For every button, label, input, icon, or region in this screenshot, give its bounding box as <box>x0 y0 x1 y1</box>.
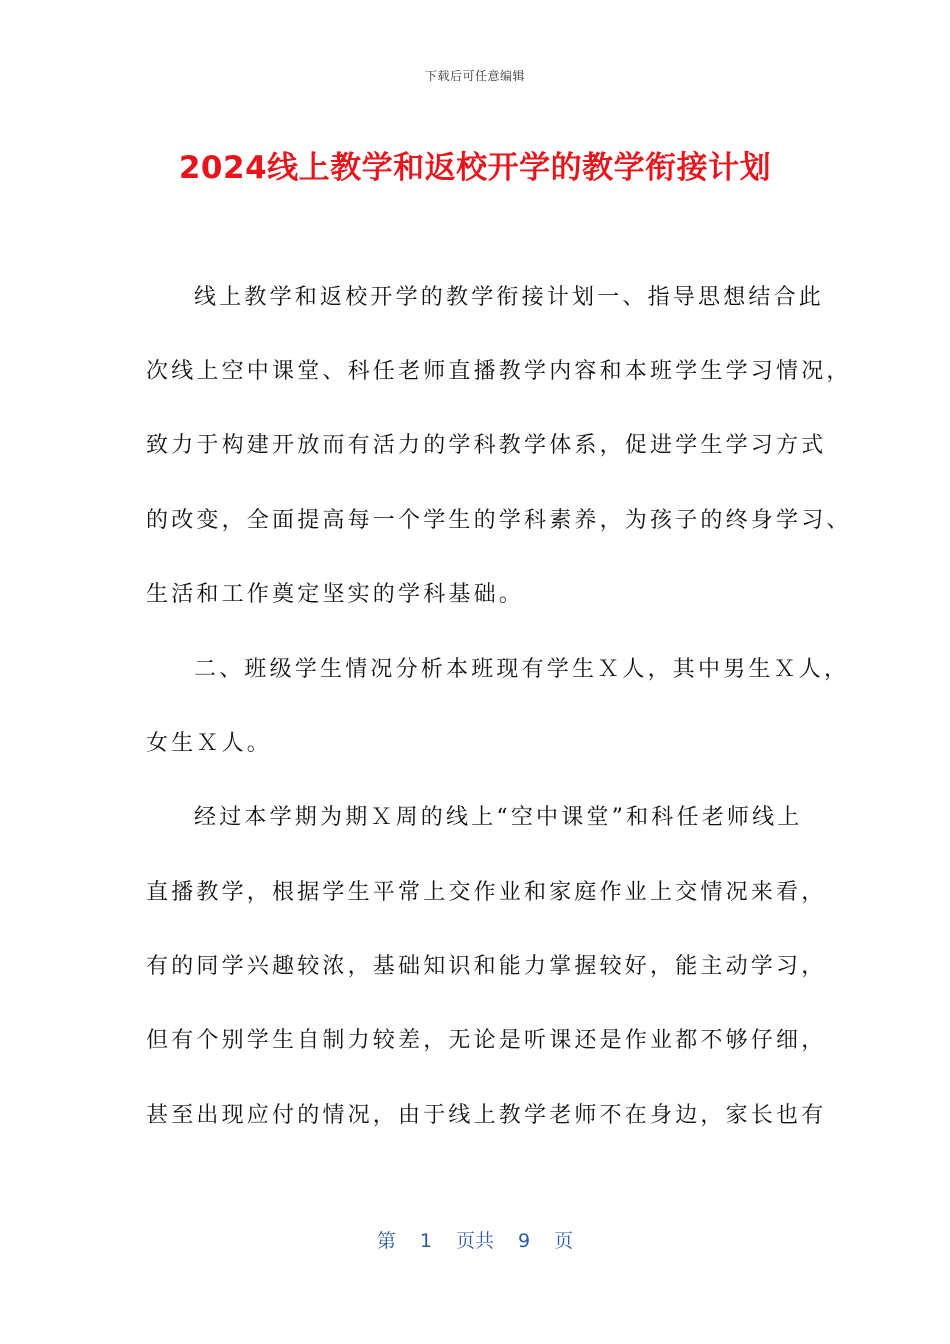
body-line: 二、班级学生情况分析本班现有学生Ｘ人，其中男生Ｘ人， <box>194 657 850 682</box>
body-line: 次线上空中课堂、科任老师直播教学内容和本班学生学习情况， <box>146 359 852 384</box>
body-line: 但有个别学生自制力较差，无论是听课还是作业都不够仔细， <box>146 1028 827 1053</box>
page-label-prefix: 第 <box>376 1230 396 1252</box>
page-number: 1 <box>419 1230 432 1252</box>
body-line: 经过本学期为期Ｘ周的线上“空中课堂”和科任老师线上 <box>194 805 803 830</box>
body-line: 有的同学兴趣较浓，基础知识和能力掌握较好，能主动学习， <box>146 954 827 979</box>
document-title: 2024线上教学和返校开学的教学衔接计划 <box>178 150 772 186</box>
body-line: 直播教学，根据学生平常上交作业和家庭作业上交情况来看， <box>146 880 827 905</box>
total-pages: 9 <box>518 1230 531 1252</box>
header-note: 下载后可任意编辑 <box>424 69 525 83</box>
body-line: 致力于构建开放而有活力的学科教学体系，促进学生学习方式 <box>146 433 827 458</box>
page-label-suffix: 页 <box>554 1230 574 1252</box>
body-line: 线上教学和返校开学的教学衔接计划一、指导思想结合此 <box>194 285 825 310</box>
body-line: 甚至出现应付的情况，由于线上教学老师不在身边，家长也有 <box>146 1103 827 1128</box>
page-footer <box>0 1226 950 1253</box>
body-line: 女生Ｘ人。 <box>146 731 273 756</box>
page-label-mid: 页共 <box>455 1230 494 1252</box>
body-line: 生活和工作奠定坚实的学科基础。 <box>146 582 525 607</box>
body-line: 的改变，全面提高每一个学生的学科素养，为孩子的终身学习、 <box>146 508 852 533</box>
